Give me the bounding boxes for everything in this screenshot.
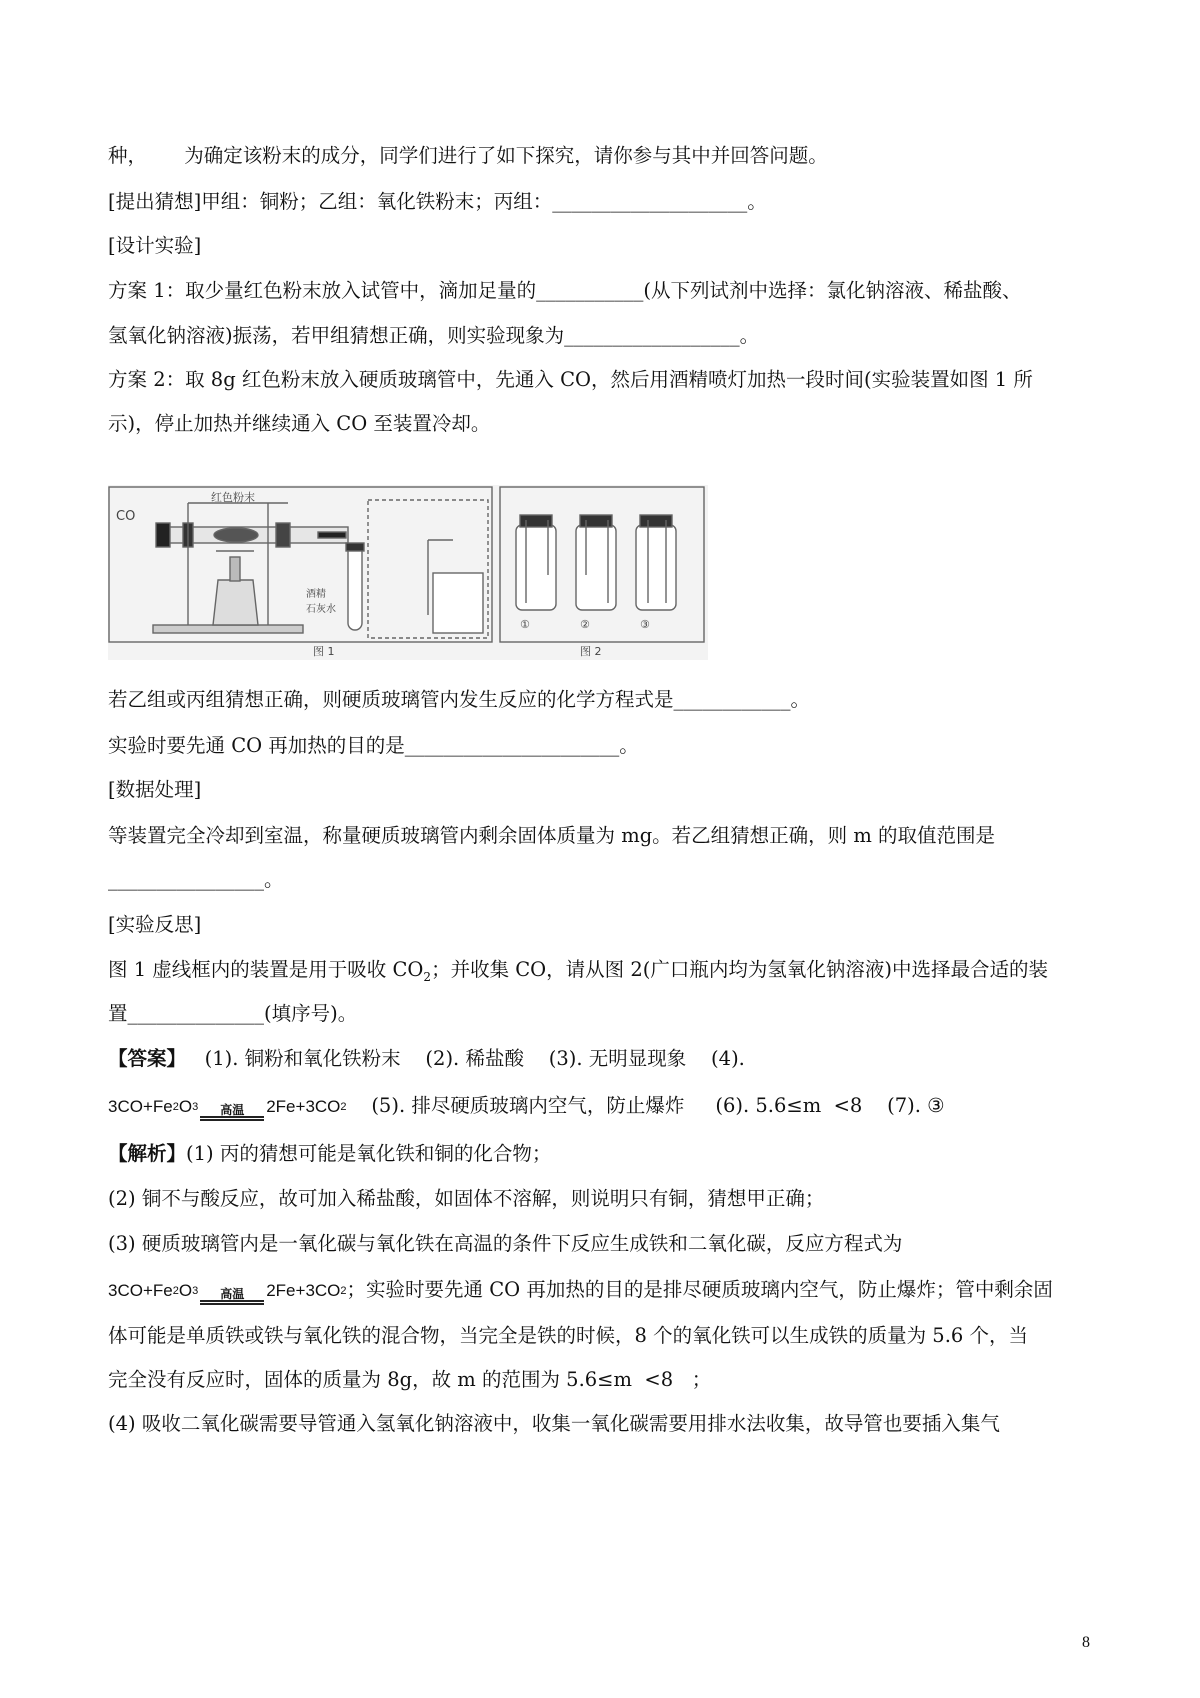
analysis-line-1: 【解析】(1) 丙的猜想可能是氧化铁和铜的化合物； [108,1142,552,1165]
co-label: CO [116,509,136,524]
analysis-label: 【解析】 [108,1142,187,1165]
reflection-line-2: 置______________(填序号)。 [108,1002,358,1025]
answer-items-2: (5). 排尽硬质玻璃内空气，防止爆炸 (6). 5.6≤m <8 (7). ③ [346,1094,945,1117]
bottle-label-2: ② [580,618,590,631]
answer-label: 【答案】 [108,1047,187,1070]
reflection-text-a: 图 1 虚线框内的装置是用于吸收 CO [108,958,424,981]
lamp-label: 酒精 [306,589,326,600]
analysis-line-7: (4) 吸收二氧化碳需要导管通入氢氧化钠溶液中，收集一氧化碳需要用排水法收集，故导管也要插入集气 [108,1412,1000,1435]
co2-subscript: 2 [423,969,432,984]
plan-2-line-1: 方案 2：取 8g 红色粉末放入硬质玻璃管中，先通入 CO，然后用酒精喷灯加热一段时间(实验装置如图 1 所 [108,368,1033,391]
fig1-caption: 图 1 [313,645,335,658]
reflection-line-1 [108,956,1048,991]
chemical-equation: 3CO+Fe 2 O 3 高温 2Fe+3CO 2 [108,1093,347,1121]
plan-2-line-2: 示)，停止加热并继续通入 CO 至装置冷却。 [108,412,491,435]
text-line-1: 种， 为确定该粉末的成分，同学们进行了如下探究，请你参与其中并回答问题。 [108,144,828,167]
answer-line-1 [108,1045,745,1073]
data-question-line-1: 等装置完全冷却到室温，称量硬质玻璃管内剩余固体质量为 mg。若乙组猜想正确，则 m 的取值范围是 [108,824,996,847]
data-question-line-2: ________________。 [108,868,284,891]
page-number: 8 [1082,1634,1090,1651]
analysis-line-4: 3CO+Fe 2 O 3 高温 2Fe+3CO 2 ；实验时要先通 CO 再加热的目的是排尽硬质玻璃内空气，防止爆炸；管中剩余固 [108,1276,1053,1305]
analysis-line-6: 完全没有反应时，固体的质量为 8g，故 m 的范围为 5.6≤m <8 ； [108,1368,712,1391]
equation-question-line: 若乙组或丙组猜想正确，则硬质玻璃管内发生反应的化学方程式是____________。 [108,688,811,711]
section-data-heading: [数据处理] [108,778,202,801]
hypothesis-line: [提出猜想]甲组：铜粉；乙组：氧化铁粉末；丙组：____________________。 [108,190,767,213]
section-reflection-heading: [实验反思] [108,913,202,936]
chemical-equation-2: 3CO+Fe 2 O 3 高温 2Fe+3CO 2 [108,1277,347,1305]
section-design-heading: [设计实验] [108,234,202,257]
bottle-label-3: ③ [640,618,650,631]
analysis-line-5: 体可能是单质铁或铁与氧化铁的混合物，当完全是铁的时候，8 个的氧化铁可以生成铁的质量为 5.6 个，当 [108,1324,1029,1347]
answer-items: (1). 铜粉和氧化铁粉末 (2). 稀盐酸 (3). 无明显现象 (4). [186,1047,745,1070]
plan-1-line-1: 方案 1：取少量红色粉末放入试管中，滴加足量的___________(从下列试剂中选择：氯化钠溶液、稀盐酸、 [108,279,1022,302]
powder-label: 红色粉末 [211,491,255,504]
reflection-text-b: ；并收集 CO，请从图 2(广口瓶内均为氢氧化钠溶液)中选择最合适的装 [431,958,1048,981]
fig2-caption: 图 2 [580,645,602,658]
plan-1-line-2: 氢氧化钠溶液)振荡，若甲组猜想正确，则实验现象为__________________。 [108,324,760,347]
condition-label: 高温 [220,1103,245,1117]
answer-line-2 [108,1092,945,1121]
analysis-line-2: (2) 铜不与酸反应，故可加入稀盐酸，如固体不溶解，则说明只有铜，猜想甲正确； [108,1187,825,1210]
analysis-line-3: (3) 硬质玻璃管内是一氧化碳与氧化铁在高温的条件下反应生成铁和二氧化碳，反应方程式为 [108,1232,903,1255]
bottle-label-1: ① [520,618,530,631]
purpose-question-line: 实验时要先通 CO 再加热的目的是______________________。 [108,734,639,757]
limewater-label: 石灰水 [306,604,336,615]
apparatus-figure [108,485,708,660]
